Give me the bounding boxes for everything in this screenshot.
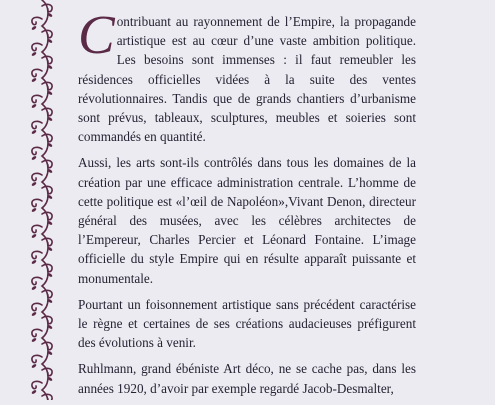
paragraph-3: Pourtant un foisonnement artistique sans précédent caractérise le règne et certaines de ses créations audacieuses préfigurent des évolutions à venir. xyxy=(78,296,416,351)
paragraph-2: Aussi, les arts sont-ils contrôlés dans tous les domaines de la création par une efficace administration centrale. L’homme de cette politique est «l’œil de Napoléon»,Vivant Denon, directeur général des musées, avec les célèbres architectes de l’Empereur, Charles Percier et Léonard Fontaine. L’image officielle du style Empire qui en résulte apparaît puissante et monumentale. xyxy=(78,155,416,286)
article-body xyxy=(78,4,416,405)
floral-vine-border xyxy=(28,0,56,400)
paragraph-1-text: ontribuant au rayonnement de l’Empire, la propagande artistique est au cœur d’une vaste ambition politique. Les besoins sont immenses : il faut remeubler les résidences officielles vidées à la suite des ventes révolutionnaires. Tandis que de grands chantiers d’urbanisme sont prévus, tableaux, sculptures, meubles et soieries sont commandés en quantité. xyxy=(78,14,416,145)
drop-cap: C xyxy=(78,4,115,65)
paragraph-1 xyxy=(78,4,416,146)
paragraph-4: Ruhlmann, grand ébéniste Art déco, ne se cache pas, dans les années 1920, d’avoir par exemple regardé Jacob-Desmalter, xyxy=(78,361,416,396)
